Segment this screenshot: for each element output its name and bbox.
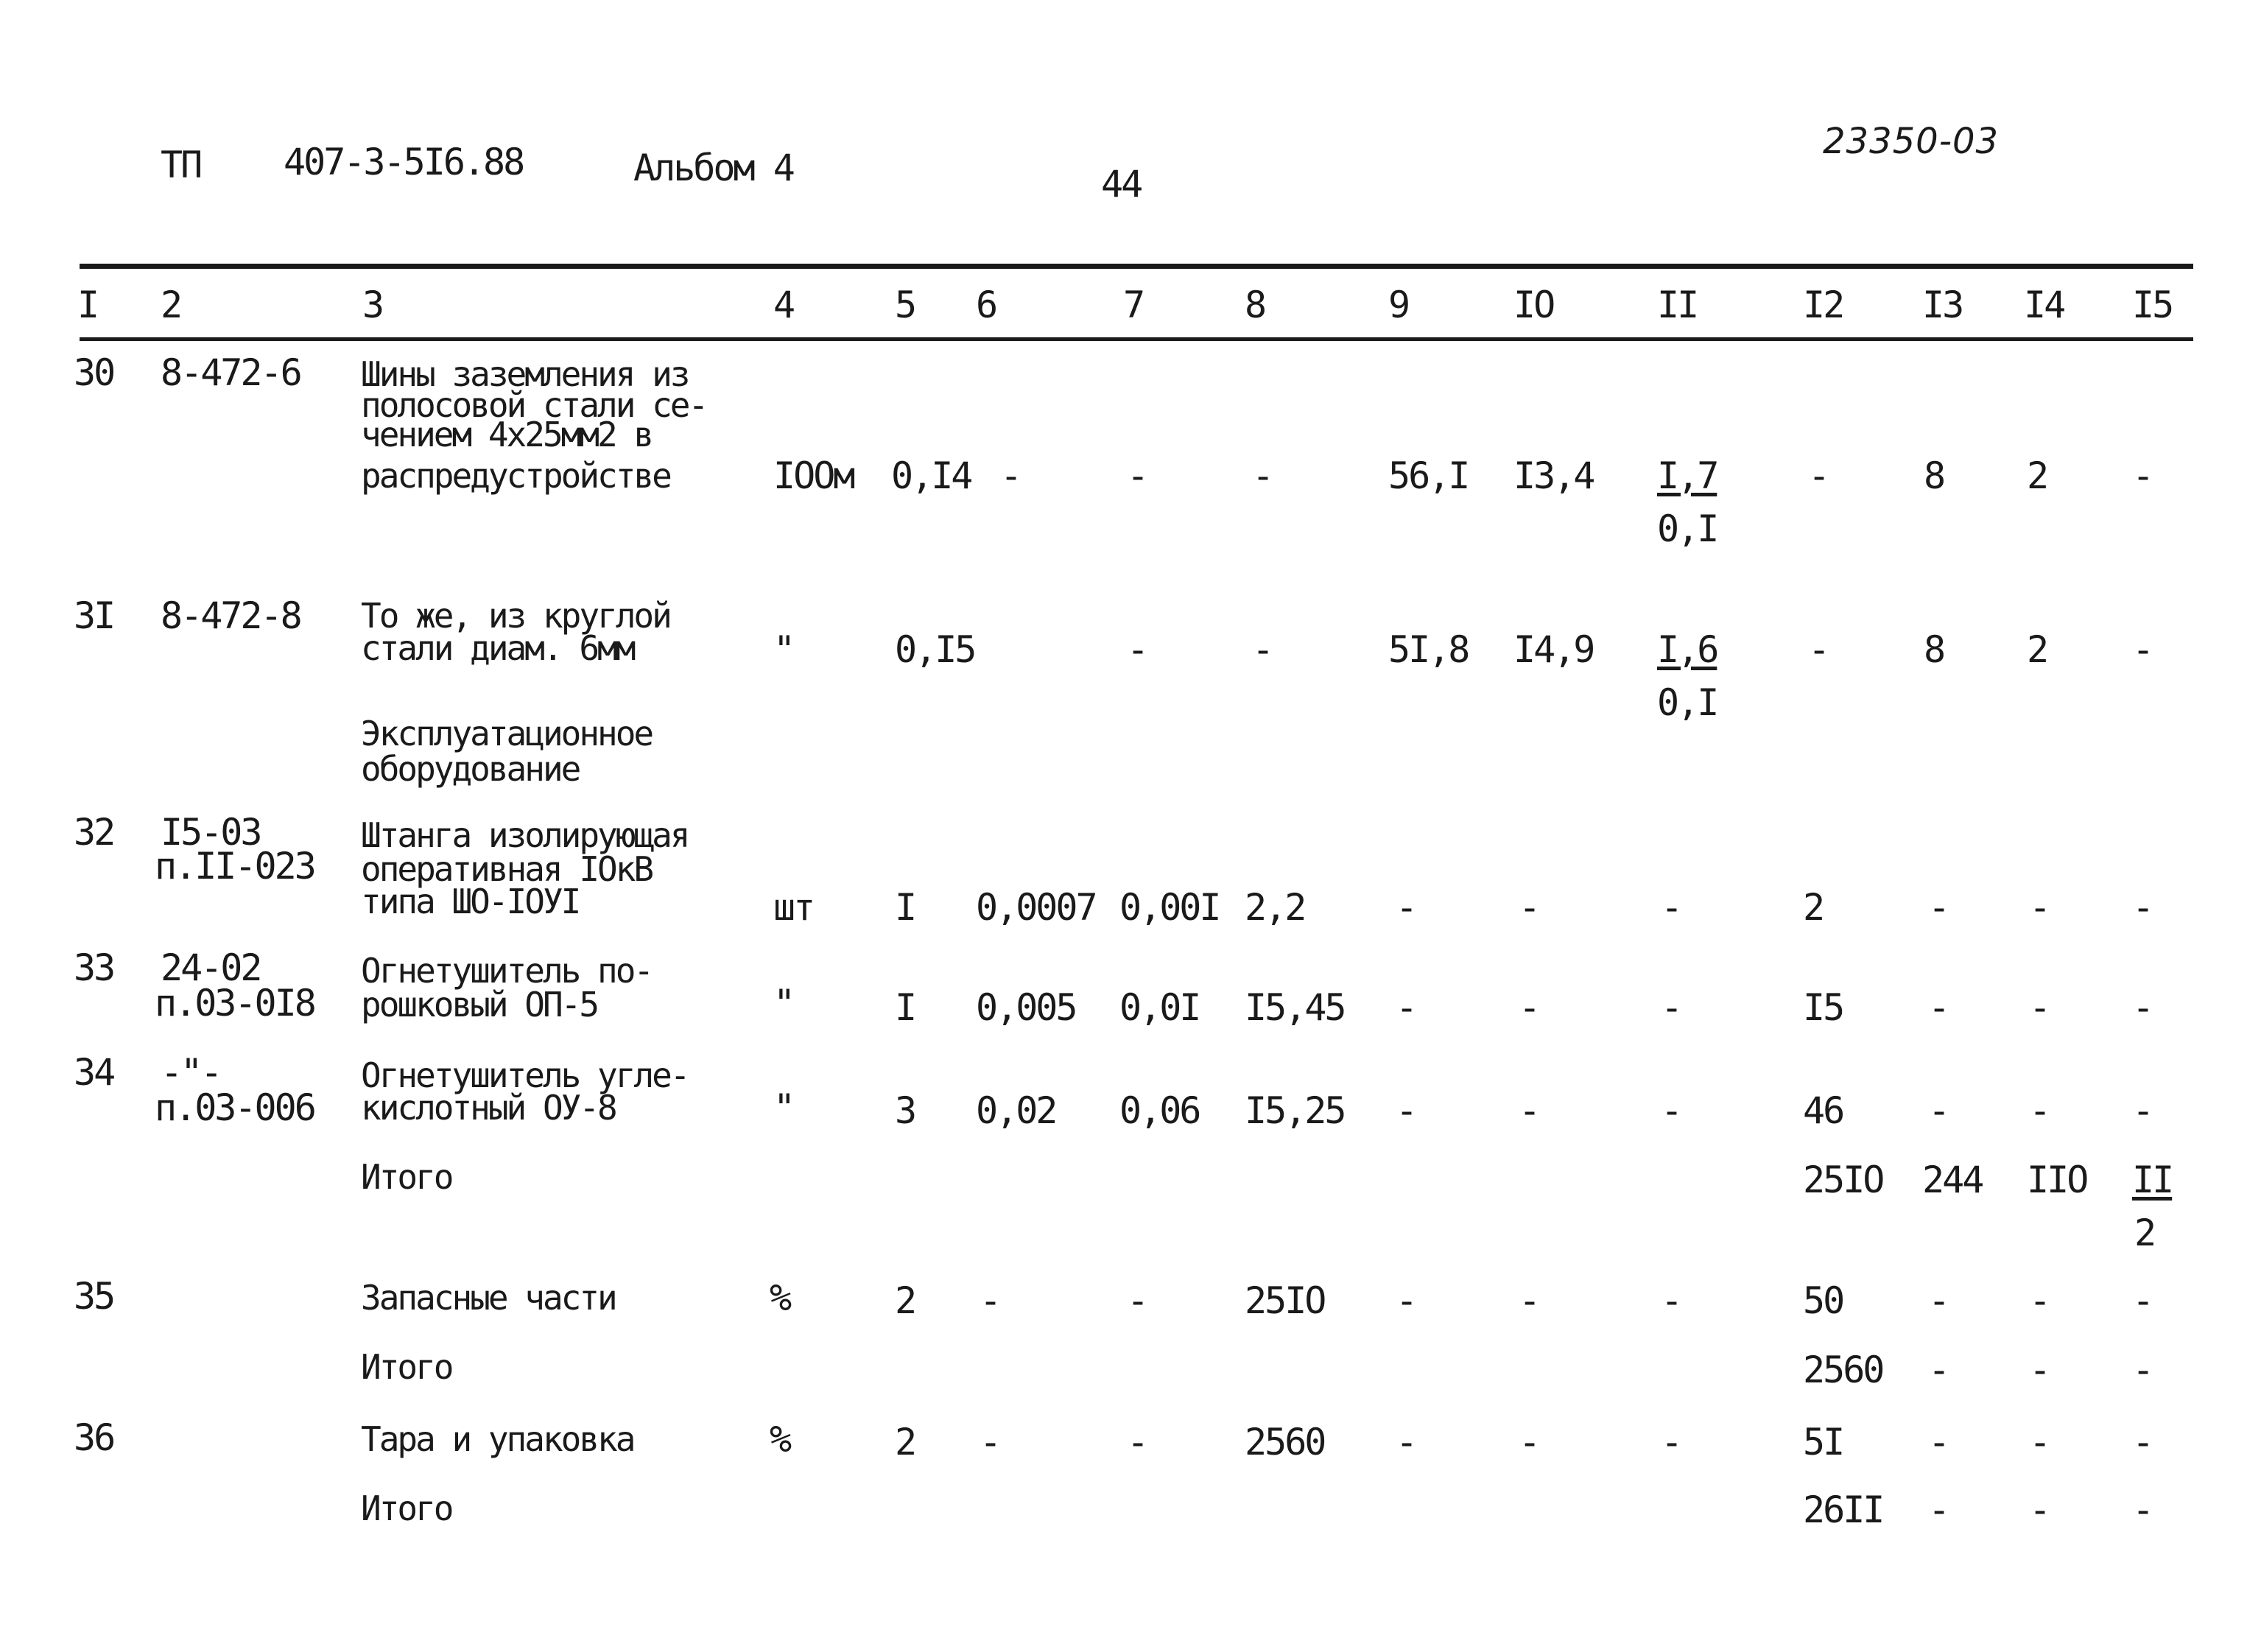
- cell: -: [1252, 454, 1273, 497]
- item-code: I5-03: [161, 811, 261, 854]
- cell-numerator: II: [2132, 1159, 2173, 1201]
- item-name-line: Огнетушитель по-: [361, 951, 653, 991]
- cell: -: [1928, 1488, 1949, 1531]
- cell: 2: [2027, 628, 2047, 671]
- cell: 25IO: [1803, 1159, 1883, 1201]
- item-name-line: полосовой стали се-: [361, 385, 707, 425]
- cell: I: [895, 986, 915, 1029]
- page-number: 44: [1101, 163, 1142, 205]
- handwritten-doc-number: 23350-03: [1823, 121, 2000, 162]
- cell: -: [1252, 628, 1273, 671]
- item-name-line: типа ШО-IОУI: [361, 882, 580, 921]
- row-number: 34: [74, 1051, 114, 1094]
- item-name-line: То же, из круглой: [361, 596, 670, 636]
- cell: -: [1396, 1089, 1416, 1132]
- cell: 26II: [1803, 1488, 1883, 1531]
- item-name-line: оперативная IOкВ: [361, 849, 653, 889]
- cell: 2: [2027, 454, 2047, 497]
- row-number: 30: [74, 351, 114, 394]
- row-number: 3I: [74, 594, 114, 637]
- cell: -: [2132, 628, 2153, 671]
- cell: 56,I: [1388, 454, 1469, 497]
- item-name-line: Шины заземления из: [361, 354, 689, 394]
- item-name-line: стали диам. 6мм: [361, 628, 634, 668]
- cell: 0,0007: [976, 886, 1096, 929]
- col-header: 5: [895, 284, 915, 326]
- cell: -: [1396, 886, 1416, 929]
- cell: -: [2029, 886, 2050, 929]
- cell: -: [1127, 1279, 1147, 1322]
- cell: 0,06: [1119, 1089, 1200, 1132]
- cell: 0,00I: [1119, 886, 1220, 929]
- cell: -: [2132, 986, 2153, 1029]
- cell: -: [1661, 1279, 1681, 1322]
- cell: -: [2029, 1488, 2050, 1531]
- cell: I: [895, 886, 915, 929]
- cell: 0,I4: [891, 454, 971, 497]
- cell: -: [2029, 1089, 2050, 1132]
- col-header: 2: [161, 284, 181, 326]
- cell: 0,0I: [1119, 986, 1200, 1029]
- cell: -: [2029, 1421, 2050, 1463]
- cell: -: [1396, 986, 1416, 1029]
- col-header: 9: [1388, 284, 1409, 326]
- cell: -: [1396, 1279, 1416, 1322]
- cell-denominator: 0,I: [1657, 681, 1717, 724]
- item-name-line: распредустройстве: [361, 456, 670, 496]
- cell: -: [2132, 1279, 2153, 1322]
- cell: -: [1928, 1089, 1949, 1132]
- cell: -: [1000, 454, 1021, 497]
- cell: 0,I5: [895, 628, 975, 671]
- cell-denominator: 2: [2134, 1212, 2155, 1254]
- cell: 2,2: [1245, 886, 1305, 929]
- item-code: -"-: [161, 1051, 221, 1094]
- cell: -: [1928, 886, 1949, 929]
- cell: 244: [1922, 1159, 1983, 1201]
- total-label: Итого: [361, 1488, 452, 1528]
- cell: -: [2132, 454, 2153, 497]
- col-header: I5: [2132, 284, 2173, 326]
- cell: -: [1519, 986, 1539, 1029]
- col-header: 3: [362, 284, 383, 326]
- cell: -: [2029, 1279, 2050, 1322]
- cell: I3,4: [1513, 454, 1594, 497]
- row-number: 36: [74, 1416, 114, 1459]
- item-name: Тара и упаковка: [361, 1419, 634, 1459]
- col-header: IO: [1513, 284, 1554, 326]
- cell: -: [1519, 886, 1539, 929]
- row-number: 32: [74, 811, 114, 854]
- total-label: Итого: [361, 1347, 452, 1387]
- col-header: 7: [1123, 284, 1144, 326]
- cell: -: [1519, 1279, 1539, 1322]
- unit: %: [770, 1276, 790, 1319]
- col-header: I3: [1922, 284, 1963, 326]
- item-code: п.03-006: [155, 1086, 314, 1129]
- cell: -: [1661, 986, 1681, 1029]
- table-header-rule: [80, 337, 2193, 341]
- cell: -: [1661, 1089, 1681, 1132]
- item-name-line: чением 4х25мм2 в: [361, 415, 653, 454]
- item-code: п.II-023: [155, 845, 314, 887]
- unit: %: [770, 1418, 790, 1461]
- project-number: 407-3-5I6.88: [284, 141, 524, 183]
- cell: -: [1928, 1421, 1949, 1463]
- cell: -: [1928, 1349, 1949, 1391]
- unit: ": [773, 982, 794, 1024]
- col-header: I2: [1803, 284, 1843, 326]
- cell: 5I: [1803, 1421, 1843, 1463]
- cell: -: [1127, 1421, 1147, 1463]
- cell: I5,45: [1245, 986, 1345, 1029]
- cell-denominator: 0,I: [1657, 507, 1717, 550]
- cell: -: [2132, 1488, 2153, 1531]
- section-heading-line: Эксплуатационное: [361, 714, 653, 753]
- item-name-line: Штанга изолирующая: [361, 815, 689, 855]
- cell: -: [2132, 1089, 2153, 1132]
- cell: IIO: [2027, 1159, 2087, 1201]
- cell: -: [1808, 454, 1829, 497]
- cell: 2: [895, 1421, 915, 1463]
- col-header: I: [77, 284, 98, 326]
- row-number: 35: [74, 1275, 114, 1318]
- cell: -: [1928, 986, 1949, 1029]
- cell: 50: [1803, 1279, 1843, 1322]
- cell: 25IO: [1245, 1279, 1325, 1322]
- table-top-rule: [80, 264, 2193, 269]
- cell: 2560: [1245, 1421, 1325, 1463]
- unit: IOOм: [773, 454, 854, 497]
- cell: -: [1808, 628, 1829, 671]
- cell: -: [2029, 1349, 2050, 1391]
- item-name-line: Огнетушитель угле-: [361, 1055, 689, 1095]
- unit: шт: [773, 886, 814, 929]
- cell: -: [1661, 1421, 1681, 1463]
- item-code: 8-472-8: [161, 594, 300, 637]
- cell: -: [2029, 986, 2050, 1029]
- cell-numerator: I,6: [1657, 628, 1717, 671]
- cell: 5I,8: [1388, 628, 1469, 671]
- cell: 2560: [1803, 1349, 1883, 1391]
- cell: -: [2132, 1349, 2153, 1391]
- col-header: 6: [976, 284, 996, 326]
- cell: 2: [895, 1279, 915, 1322]
- cell: -: [1396, 1421, 1416, 1463]
- cell: -: [1928, 1279, 1949, 1322]
- cell: -: [1519, 1089, 1539, 1132]
- unit: ": [773, 1086, 794, 1129]
- cell: -: [2132, 886, 2153, 929]
- item-code: 8-472-6: [161, 351, 300, 394]
- col-header: II: [1657, 284, 1698, 326]
- cell: I4,9: [1513, 628, 1594, 671]
- item-code: п.03-0I8: [155, 982, 314, 1024]
- col-header: 8: [1245, 284, 1265, 326]
- item-name-line: рошковый ОП-5: [361, 985, 598, 1024]
- cell: -: [1127, 454, 1147, 497]
- unit: ": [773, 628, 794, 671]
- doc-code: ТП: [161, 144, 201, 186]
- cell: 2: [1803, 886, 1824, 929]
- item-name-line: кислотный ОУ-8: [361, 1088, 616, 1128]
- cell: -: [1661, 886, 1681, 929]
- cell: I5: [1803, 986, 1843, 1029]
- total-label: Итого: [361, 1157, 452, 1197]
- cell: 0,02: [976, 1089, 1056, 1132]
- cell: I5,25: [1245, 1089, 1345, 1132]
- cell: 8: [1924, 628, 1944, 671]
- cell: 0,005: [976, 986, 1076, 1029]
- cell: 8: [1924, 454, 1944, 497]
- cell: -: [2132, 1421, 2153, 1463]
- item-code: 24-02: [161, 946, 261, 989]
- cell: -: [1127, 628, 1147, 671]
- cell: -: [980, 1279, 1000, 1322]
- cell-numerator: I,7: [1657, 454, 1717, 497]
- cell: 3: [895, 1089, 915, 1132]
- cell: 46: [1803, 1089, 1843, 1132]
- row-number: 33: [74, 946, 114, 989]
- cell: -: [980, 1421, 1000, 1463]
- item-name: Запасные части: [361, 1278, 616, 1318]
- col-header: I4: [2024, 284, 2064, 326]
- album-label: Альбом 4: [633, 147, 793, 189]
- cell: -: [1519, 1421, 1539, 1463]
- col-header: 4: [773, 284, 794, 326]
- section-heading-line: оборудование: [361, 749, 580, 789]
